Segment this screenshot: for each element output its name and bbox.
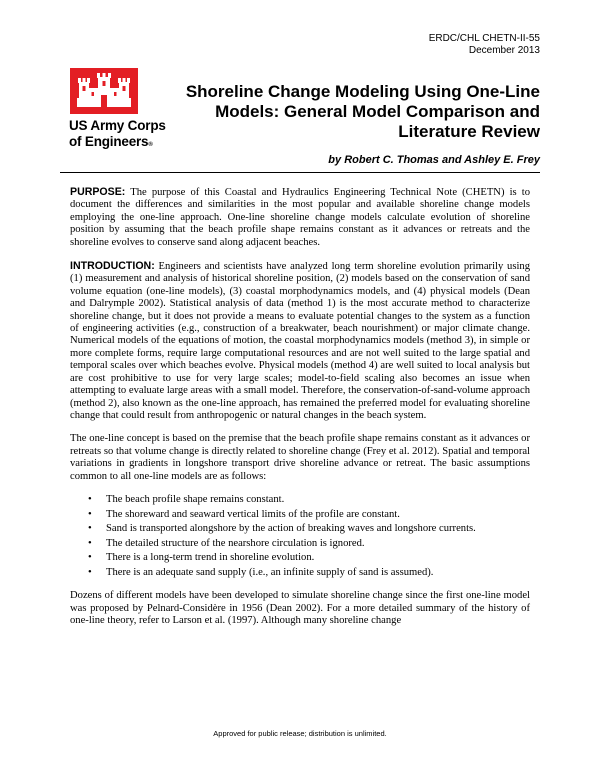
authors: by Robert C. Thomas and Ashley E. Frey (328, 154, 540, 166)
concept-paragraph: The one-line concept is based on the premise that the beach profile shape remains constant as it advances or retreats so that volume change is directly related to shoreline change (Frey et al. 2012). Spatial and temporal variations in gradients in longshore transport drive shoreline advance or retreat. The basic assumptions common to all one-line models are as follows: (70, 433, 530, 482)
purpose-heading: PURPOSE: (70, 186, 126, 198)
introduction-paragraph (70, 260, 530, 422)
header-divider (60, 172, 540, 173)
distribution-statement: Approved for public release; distribution is unlimited. (213, 729, 387, 738)
wordmark-line-2: of Engineers (69, 134, 149, 149)
list-item: • Sand is transported alongshore by the action of breaking waves and longshore currents. (106, 523, 530, 535)
purpose-paragraph (70, 186, 530, 249)
document-title: Shoreline Change Modeling Using One-Line Models: General Model Comparison and Literature Review (185, 82, 540, 141)
list-item: • There is a long-term trend in shoreline evolution. (106, 552, 530, 564)
registered-mark: ® (148, 142, 153, 148)
introduction-heading: INTRODUCTION: (70, 260, 155, 273)
introduction-text: Engineers and scientists have analyzed long term shoreline evolution primarily using (1) measurement and analysis of historical shoreline position, (2) models based on the conservation of sand volume equation (one-line models), (3) coastal morphodynamics models, and (4) physical models (Dean and Dalrymple 2002). Statistical analysis of data (method 1) is the most accurate method to characterize shoreline change, but it does not provide a means to evaluate potential changes to the system as a function of engineering activities (e.g., construction of a breakwater, beach nourishment) or major climate change. Numerical models of the equations of motion, the coastal morphodynamics models (method 3), in simple or more complete forms, require large computational resources and are not well suited to the large spatial and temporal scales over which beaches evolve. Physical models (method 4) are well suited to local analysis but are cost prohibitive to use for very large scales; model-to-field scaling also becomes an issue when attempting to evaluate large areas with a small model. Therefore, the conservation-of-sand-volume approach (method 2), also known as the one-line approach, has remained the preferred model for evaluating shoreline change that could result from anthropogenic or natural changes in the beach system. (70, 261, 530, 421)
document-body (70, 186, 530, 639)
doc-date: December 2013 (468, 45, 540, 56)
closing-paragraph: Dozens of different models have been developed to simulate shoreline change since the first one-line model was proposed by Pelnard-Considère in 1956 (Dean 2002). For a more detailed summary of the history of one-line theory, refer to Larson et al. (1997). Although many shoreline change (70, 590, 530, 627)
document-header (429, 33, 540, 57)
list-item: • The beach profile shape remains constant. (106, 494, 530, 506)
list-item: • There is an adequate sand supply (i.e., an infinite supply of sand is assumed). (106, 567, 530, 579)
usace-castle-logo (70, 68, 138, 114)
doc-number: ERDC/CHL CHETN-II-55 (428, 33, 540, 44)
wordmark-line-1: US Army Corps (69, 118, 166, 133)
usace-wordmark (69, 118, 166, 153)
list-item: • The shoreward and seaward vertical limits of the profile are constant. (106, 509, 530, 521)
assumptions-list (70, 494, 530, 579)
purpose-text: The purpose of this Coastal and Hydraulics Engineering Technical Note (CHETN) is to document the differences and similarities in the most popular and available shoreline change models employing the one-line approach. One-line shoreline change models calculate evolution of shoreline position by assuming that the beach profile shape remains constant as it advances or retreats and the shoreline evolves to conserve sand along adjacent beaches. (70, 187, 530, 248)
list-item: • The detailed structure of the nearshore circulation is ignored. (106, 538, 530, 550)
